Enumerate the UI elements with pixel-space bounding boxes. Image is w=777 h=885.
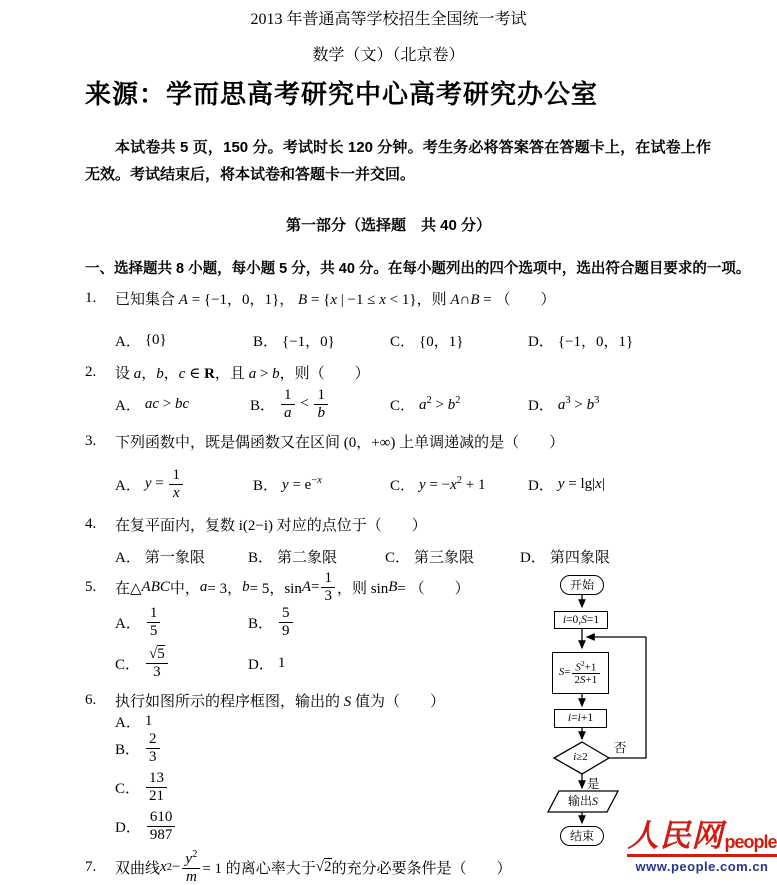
question-5-option-b: B． $\frac{5}{9}$ (248, 605, 295, 639)
question-5-option-a: A． $\frac{1}{5}$ (115, 605, 162, 639)
question-4-stem: 在复平面内，复数 i(2−i) 对应的点位于（ ） (115, 518, 427, 534)
people-logo-chinese: 人民网 (627, 818, 724, 853)
question-1-option-a: A． {0} (115, 332, 167, 350)
question-1-stem: 已知集合 A = {−1，0，1}， B = {x | −1 ≤ x < 1}，则 A∩B = （ ） (115, 292, 556, 308)
question-2-stem: 设 a，b，c ∈ R，且 a > b，则（ ） (115, 366, 370, 382)
question-7 (85, 849, 512, 885)
question-3-option-d: D． y = lg|x| (528, 475, 605, 494)
people-logo (627, 820, 777, 873)
section1-intro: 一、选择题共 8 小题，每小题 5 分，共 40 分。在每小题列出的四个选项中，选出符合题目要求的一项。 (85, 261, 751, 277)
question-7-number: 7. (85, 858, 97, 875)
question-2-number: 2. (85, 364, 97, 380)
part1-heading: 第一部分（选择题 共 40 分） (285, 217, 492, 234)
question-1-option-b: B． {−1，0} (253, 334, 335, 350)
question-1 (85, 288, 555, 309)
question-5 (85, 570, 470, 604)
question-2-option-a: A． ac > bc (115, 395, 190, 414)
question-2-option-d: D． $a^3 > b^3$ (528, 394, 600, 414)
question-6-option-d: D． $\frac{610}{987}$ (115, 807, 177, 845)
question-4-option-b: B． 第二象限 (248, 550, 338, 566)
flow-init-node: i =0, S =1 (554, 611, 608, 629)
question-6-option-a: A． 1 (115, 713, 153, 731)
question-3 (85, 431, 564, 452)
people-logo-url: www.people.com.cn (635, 858, 769, 874)
people-logo-underline (627, 854, 777, 857)
question-4-option-a: A． 第一象限 (115, 550, 205, 566)
question-2 (85, 362, 370, 383)
question-3-number: 3. (85, 433, 97, 449)
question-3-option-b: B． $y = e^{-x}$ (253, 474, 322, 494)
question-1-option-c: C． {0，1} (390, 334, 464, 350)
source-heading: 来源：学而思高考研究中心高考研究办公室 (85, 79, 599, 109)
question-6-option-c: C． $\frac{13}{21}$ (115, 769, 169, 805)
flow-start-node: 开始 (560, 575, 604, 595)
people-logo-wordmark (627, 820, 777, 851)
question-6-stem: 执行如图所示的程序框图，输出的 S 值为（ ） (115, 694, 446, 710)
question-5-stem: 在△ ABC 中， a = 3， b = 5，sin A = $\frac{1}{3}$ ，则 sin B = （ ） (115, 570, 470, 604)
flow-end-node: 结束 (560, 826, 604, 846)
question-2-option-c: C． $a^2 > b^2$ (390, 394, 461, 414)
question-4-number: 4. (85, 516, 97, 532)
question-3-stem: 下列函数中，既是偶函数又在区间 (0，+∞) 上单调递减的是（ ） (115, 435, 565, 451)
flow-output-node: 输出 S (567, 794, 598, 809)
question-2-option-b: B． $\frac{1}{a}$ < $\frac{1}{b}$ (250, 384, 330, 424)
question-1-number: 1. (85, 290, 97, 306)
exam-subtitle: 数学（文）（北京卷） (312, 47, 465, 64)
question-3-option-c: C． $y = -x^2 + 1$ (390, 474, 486, 494)
flow-compute-node: S= $\frac{S^2+1}{2S+1}$ (552, 652, 609, 694)
exam-title: 2013 年普通高等学校招生全国统一考试 (250, 11, 527, 28)
question-6-option-b: B． $\frac{2}{3}$ (115, 731, 162, 765)
flow-condition-node: i ≥2 (573, 751, 588, 764)
question-5-number: 5. (85, 578, 97, 595)
flow-no-label: 否 (614, 741, 627, 755)
question-1-option-d: D． {−1，0，1} (528, 334, 634, 350)
question-4 (85, 514, 427, 535)
question-7-stem: 双曲线 x 2 − $\frac{y^2}{m}$ = 1 的离心率大于 √2 的充分必要条件是（ ） (115, 849, 512, 885)
exam-instructions: 本试卷共 5 页，150 分。考试时长 120 分钟。考生务必将答案答在答题卡上，在试卷上作无效。考试结束后，将本试卷和答题卡一并交回。 (85, 139, 711, 183)
flow-increment-node: i = i +1 (554, 709, 607, 728)
question-5-option-c: C． $\frac{√5}{3}$ (115, 645, 170, 681)
people-logo-english: people (724, 832, 777, 852)
question-5-option-d: D． 1 (248, 654, 286, 673)
question-3-option-a: A． y = $\frac{1}{x}$ (115, 462, 185, 506)
question-6 (85, 690, 445, 711)
question-6-number: 6. (85, 692, 97, 708)
flow-yes-label: 是 (587, 777, 600, 791)
question-4-option-d: D． 第四象限 (520, 550, 610, 566)
question-4-option-c: C． 第三象限 (385, 550, 475, 566)
